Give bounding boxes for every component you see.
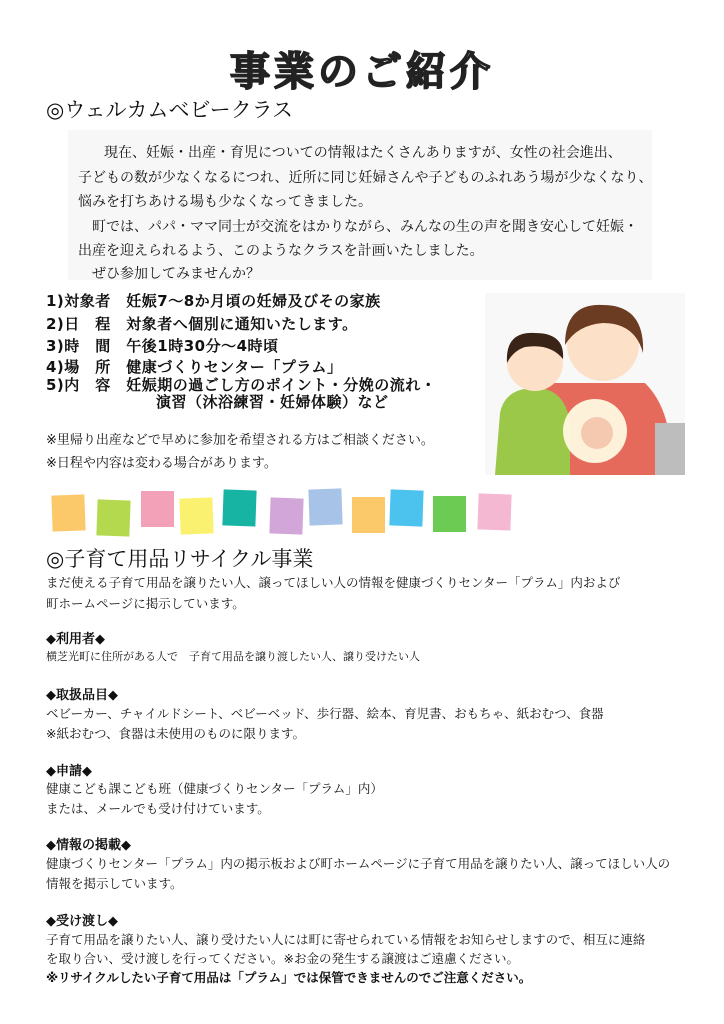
welcome-item: 3)時 間 午後1時30分～4時頃	[46, 337, 279, 355]
welcome-item: 2)日 程 対象者へ個別に通知いたします。	[46, 315, 358, 333]
section-line: 子育て用品を譲りたい人、譲り受けたい人には町に寄せられている情報をお知らせしますので、相互に連絡	[46, 932, 646, 947]
welcome-intro-box	[68, 130, 652, 280]
section-title-posting: ◆情報の掲載◆	[46, 838, 131, 853]
color-square	[51, 494, 85, 531]
section-title-handover: ◆受け渡し◆	[46, 914, 118, 929]
color-square	[352, 497, 385, 533]
welcome-heading: ◎ウェルカムベビークラス	[46, 98, 294, 122]
recycle-intro-line: 町ホームページに掲示しています。	[46, 596, 245, 611]
section-line: ※紙おむつ、食器は未使用のものに限ります。	[46, 726, 305, 741]
color-square	[179, 497, 213, 534]
section-title-items: ◆取扱品目◆	[46, 688, 118, 703]
section-line: を取り合い、受け渡しを行ってください。※お金の発生する譲渡はご遠慮ください。	[46, 951, 519, 966]
intro-line: 子どもの数が少なくなるにつれ、近所に同じ妊婦さんや子どものふれあう場が少なくなり、	[78, 170, 653, 186]
intro-line: 町では、パパ・ママ同士が交流をはかりながら、みんなの生の声を聞き安心して妊娠・	[78, 219, 638, 235]
welcome-item: 1)対象者 妊娠7～8か月頃の妊婦及びその家族	[46, 292, 381, 310]
welcome-note: ※里帰り出産などで早めに参加を希望される方はご相談ください。	[46, 433, 434, 448]
intro-line: 現在、妊娠・出産・育児についての情報はたくさんありますが、女性の社会進出、	[90, 145, 622, 161]
recycle-intro-line: まだ使える子育て用品を譲りたい人、譲ってほしい人の情報を健康づくりセンター「プラム」内および	[46, 575, 621, 590]
section-line: ベビーカー、チャイルドシート、ベビーベッド、歩行器、絵本、育児書、おもちゃ、紙おむつ、食器	[46, 706, 604, 721]
color-square	[433, 496, 466, 532]
color-square	[477, 493, 511, 530]
page-title: 事業のご紹介	[230, 49, 494, 95]
family-illustration	[485, 293, 685, 475]
section-line: ※リサイクルしたい子育て用品は「プラム」では保管できませんのでご注意ください。	[46, 970, 532, 985]
recycle-heading: ◎子育て用品リサイクル事業	[46, 547, 314, 571]
welcome-item: 演習（沐浴練習・妊婦体験）など	[156, 393, 389, 411]
color-square	[269, 497, 303, 534]
color-square	[308, 488, 342, 525]
section-title-apply: ◆申請◆	[46, 764, 92, 779]
section-title-users: ◆利用者◆	[46, 632, 105, 647]
section-line: 横芝光町に住所がある人で 子育て用品を譲り渡したい人、譲り受けたい人	[46, 650, 420, 663]
welcome-item: 5)内 容 妊娠期の過ごし方のポイント・分娩の流れ・	[46, 376, 437, 394]
intro-line: ぜひ参加してみませんか？	[78, 266, 260, 282]
color-square	[222, 489, 256, 526]
color-square	[389, 489, 423, 526]
section-line: 健康こども課こども班（健康づくりセンター「プラム」内）	[46, 781, 383, 796]
intro-line: 悩みを打ちあける場も少なくなってきました。	[78, 194, 372, 210]
section-line: 情報を掲示しています。	[46, 876, 183, 891]
welcome-item: 4)場 所 健康づくりセンター「プラム」	[46, 358, 343, 376]
section-line: 健康づくりセンター「プラム」内の掲示板および町ホームページに子育て用品を譲りたい人、譲ってほしい人の	[46, 856, 671, 871]
welcome-note: ※日程や内容は変わる場合があります。	[46, 456, 277, 471]
color-square	[141, 491, 174, 527]
color-square	[96, 499, 130, 536]
section-line: または、メールでも受け付けています。	[46, 801, 270, 816]
intro-line: 出産を迎えられるよう、このようなクラスを計画いたしました。	[78, 243, 484, 259]
